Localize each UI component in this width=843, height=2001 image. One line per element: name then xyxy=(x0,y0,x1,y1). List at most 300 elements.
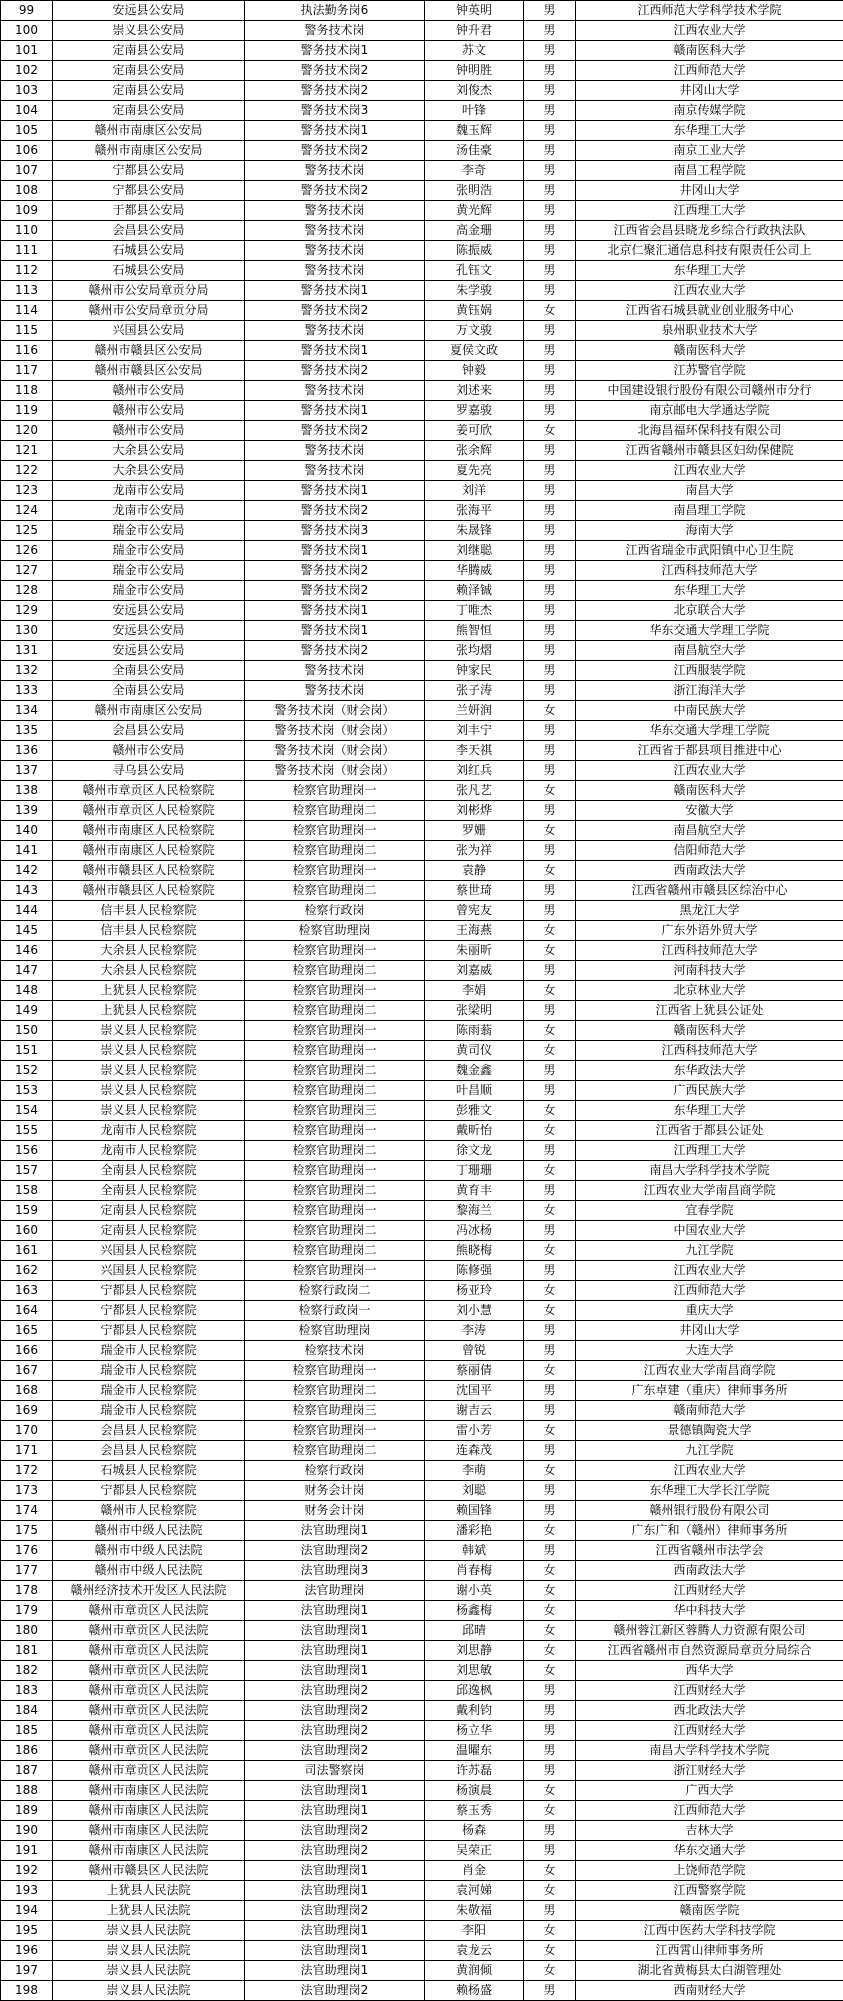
table-row xyxy=(1,321,843,341)
table-row xyxy=(1,1661,843,1681)
gender-cell: 男 xyxy=(524,601,576,621)
name-cell: 黄光辉 xyxy=(425,201,524,221)
position-cell: 检察官助理岗一 xyxy=(245,821,425,841)
position-cell: 检察官助理岗二 xyxy=(245,961,425,981)
gender-cell: 女 xyxy=(524,1101,576,1121)
gender-cell: 男 xyxy=(524,1141,576,1161)
table-row xyxy=(1,1481,843,1501)
position-cell: 警务技术岗2 xyxy=(245,81,425,101)
gender-cell: 男 xyxy=(524,1321,576,1341)
gender-cell: 男 xyxy=(524,1,576,21)
table-row xyxy=(1,261,843,281)
name-cell: 刘聪 xyxy=(425,1481,524,1501)
gender-cell: 女 xyxy=(524,1521,576,1541)
position-cell: 检察官助理岗二 xyxy=(245,1141,425,1161)
table-row xyxy=(1,1161,843,1181)
name-cell: 王海燕 xyxy=(425,921,524,941)
institution-cell: 江西师范大学科学技术学院 xyxy=(576,1,843,21)
row-number-cell: 172 xyxy=(1,1461,53,1481)
gender-cell: 男 xyxy=(524,641,576,661)
unit-cell: 赣州市公安局 xyxy=(53,381,245,401)
name-cell: 叶锋 xyxy=(425,101,524,121)
name-cell: 钟明胜 xyxy=(425,61,524,81)
unit-cell: 瑞金市公安局 xyxy=(53,581,245,601)
institution-cell: 江西省瑞金市武阳镇中心卫生院 xyxy=(576,541,843,561)
row-number-cell: 193 xyxy=(1,1881,53,1901)
unit-cell: 赣州市章贡区人民法院 xyxy=(53,1661,245,1681)
table-row xyxy=(1,901,843,921)
name-cell: 彭雅文 xyxy=(425,1101,524,1121)
position-cell: 警务技术岗 xyxy=(245,161,425,181)
name-cell: 魏金鑫 xyxy=(425,1061,524,1081)
name-cell: 朱敬福 xyxy=(425,1901,524,1921)
row-number-cell: 192 xyxy=(1,1861,53,1881)
table-row xyxy=(1,21,843,41)
unit-cell: 赣州市章贡区人民法院 xyxy=(53,1621,245,1641)
name-cell: 钟家民 xyxy=(425,661,524,681)
row-number-cell: 153 xyxy=(1,1081,53,1101)
position-cell: 警务技术岗 xyxy=(245,461,425,481)
gender-cell: 男 xyxy=(524,621,576,641)
table-row xyxy=(1,481,843,501)
institution-cell: 井冈山大学 xyxy=(576,81,843,101)
row-number-cell: 151 xyxy=(1,1041,53,1061)
institution-cell: 中南民族大学 xyxy=(576,701,843,721)
institution-cell: 东华理工大学 xyxy=(576,581,843,601)
name-cell: 刘彬烨 xyxy=(425,801,524,821)
institution-cell: 江西省于都县项目推进中心 xyxy=(576,741,843,761)
position-cell: 警务技术岗 xyxy=(245,261,425,281)
unit-cell: 赣州市南康区公安局 xyxy=(53,701,245,721)
unit-cell: 崇义县人民检察院 xyxy=(53,1021,245,1041)
row-number-cell: 173 xyxy=(1,1481,53,1501)
gender-cell: 男 xyxy=(524,81,576,101)
unit-cell: 赣州市章贡区人民法院 xyxy=(53,1761,245,1781)
row-number-cell: 183 xyxy=(1,1681,53,1701)
table-row xyxy=(1,1621,843,1641)
gender-cell: 男 xyxy=(524,1841,576,1861)
row-number-cell: 128 xyxy=(1,581,53,601)
position-cell: 检察官助理岗二 xyxy=(245,1081,425,1101)
institution-cell: 江西霄山律师事务所 xyxy=(576,1941,843,1961)
row-number-cell: 142 xyxy=(1,861,53,881)
unit-cell: 崇义县人民法院 xyxy=(53,1921,245,1941)
row-number-cell: 116 xyxy=(1,341,53,361)
row-number-cell: 111 xyxy=(1,241,53,261)
institution-cell: 南京工业大学 xyxy=(576,141,843,161)
unit-cell: 大余县人民检察院 xyxy=(53,941,245,961)
institution-cell: 江西省赣州市赣县区妇幼保健院 xyxy=(576,441,843,461)
institution-cell: 赣南医科大学 xyxy=(576,341,843,361)
table-row xyxy=(1,721,843,741)
gender-cell: 男 xyxy=(524,1001,576,1021)
position-cell: 执法勤务岗6 xyxy=(245,1,425,21)
unit-cell: 龙南市人民检察院 xyxy=(53,1141,245,1161)
table-row xyxy=(1,141,843,161)
unit-cell: 大余县人民检察院 xyxy=(53,961,245,981)
institution-cell: 北京仁聚汇通信息科技有限责任公司上 xyxy=(576,241,843,261)
table-row xyxy=(1,441,843,461)
unit-cell: 信丰县人民检察院 xyxy=(53,901,245,921)
row-number-cell: 106 xyxy=(1,141,53,161)
name-cell: 肖金 xyxy=(425,1861,524,1881)
unit-cell: 赣州经济技术开发区人民法院 xyxy=(53,1581,245,1601)
gender-cell: 男 xyxy=(524,581,576,601)
table-row xyxy=(1,101,843,121)
gender-cell: 男 xyxy=(524,561,576,581)
gender-cell: 女 xyxy=(524,941,576,961)
table-row xyxy=(1,1341,843,1361)
name-cell: 蔡玉秀 xyxy=(425,1801,524,1821)
unit-cell: 大余县公安局 xyxy=(53,461,245,481)
unit-cell: 会昌县人民检察院 xyxy=(53,1441,245,1461)
institution-cell: 中国建设银行股份有限公司赣州市分行 xyxy=(576,381,843,401)
unit-cell: 宁都县人民检察院 xyxy=(53,1281,245,1301)
unit-cell: 会昌县公安局 xyxy=(53,221,245,241)
institution-cell: 江西农业大学南昌商学院 xyxy=(576,1181,843,1201)
position-cell: 警务技术岗1 xyxy=(245,281,425,301)
unit-cell: 赣州市章贡区人民法院 xyxy=(53,1601,245,1621)
institution-cell: 江西农业大学 xyxy=(576,761,843,781)
table-row xyxy=(1,1501,843,1521)
unit-cell: 定南县公安局 xyxy=(53,41,245,61)
position-cell: 检察官助理岗二 xyxy=(245,1181,425,1201)
table-row xyxy=(1,601,843,621)
position-cell: 法官助理岗1 xyxy=(245,1641,425,1661)
unit-cell: 宁都县人民检察院 xyxy=(53,1481,245,1501)
name-cell: 姜可欣 xyxy=(425,421,524,441)
institution-cell: 海南大学 xyxy=(576,521,843,541)
unit-cell: 赣州市章贡区人民法院 xyxy=(53,1721,245,1741)
row-number-cell: 157 xyxy=(1,1161,53,1181)
name-cell: 李娟 xyxy=(425,981,524,1001)
gender-cell: 男 xyxy=(524,1341,576,1361)
gender-cell: 男 xyxy=(524,21,576,41)
table-row xyxy=(1,61,843,81)
position-cell: 检察官助理岗 xyxy=(245,1321,425,1341)
name-cell: 张明浩 xyxy=(425,181,524,201)
position-cell: 警务技术岗2 xyxy=(245,301,425,321)
table-row xyxy=(1,421,843,441)
unit-cell: 龙南市公安局 xyxy=(53,501,245,521)
institution-cell: 南昌航空大学 xyxy=(576,821,843,841)
unit-cell: 于都县公安局 xyxy=(53,201,245,221)
unit-cell: 赣州市章贡区人民检察院 xyxy=(53,781,245,801)
position-cell: 检察官助理岗一 xyxy=(245,941,425,961)
gender-cell: 男 xyxy=(524,221,576,241)
name-cell: 蔡世琦 xyxy=(425,881,524,901)
name-cell: 熊晓梅 xyxy=(425,1241,524,1261)
name-cell: 潘彩艳 xyxy=(425,1521,524,1541)
name-cell: 朱晟锋 xyxy=(425,521,524,541)
unit-cell: 瑞金市公安局 xyxy=(53,521,245,541)
row-number-cell: 179 xyxy=(1,1601,53,1621)
institution-cell: 西南政法大学 xyxy=(576,861,843,881)
name-cell: 张余辉 xyxy=(425,441,524,461)
table-row xyxy=(1,661,843,681)
row-number-cell: 190 xyxy=(1,1821,53,1841)
position-cell: 警务技术岗2 xyxy=(245,641,425,661)
position-cell: 法官助理岗2 xyxy=(245,1541,425,1561)
name-cell: 张子涛 xyxy=(425,681,524,701)
unit-cell: 赣州市南康区公安局 xyxy=(53,121,245,141)
name-cell: 陈修强 xyxy=(425,1261,524,1281)
row-number-cell: 124 xyxy=(1,501,53,521)
table-row xyxy=(1,221,843,241)
unit-cell: 安远县公安局 xyxy=(53,641,245,661)
unit-cell: 赣州市中级人民法院 xyxy=(53,1561,245,1581)
table-row xyxy=(1,161,843,181)
name-cell: 钟英明 xyxy=(425,1,524,21)
table-row xyxy=(1,1561,843,1581)
gender-cell: 男 xyxy=(524,901,576,921)
unit-cell: 赣州市赣县区人民法院 xyxy=(53,1861,245,1881)
institution-cell: 浙江财经大学 xyxy=(576,1761,843,1781)
position-cell: 检察官助理岗一 xyxy=(245,1261,425,1281)
row-number-cell: 112 xyxy=(1,261,53,281)
gender-cell: 男 xyxy=(524,1381,576,1401)
position-cell: 法官助理岗1 xyxy=(245,1661,425,1681)
position-cell: 警务技术岗2 xyxy=(245,141,425,161)
institution-cell: 河南科技大学 xyxy=(576,961,843,981)
row-number-cell: 156 xyxy=(1,1141,53,1161)
gender-cell: 男 xyxy=(524,1261,576,1281)
table-row xyxy=(1,341,843,361)
row-number-cell: 99 xyxy=(1,1,53,21)
row-number-cell: 167 xyxy=(1,1361,53,1381)
table-row xyxy=(1,1181,843,1201)
name-cell: 谢小英 xyxy=(425,1581,524,1601)
name-cell: 李奇 xyxy=(425,161,524,181)
unit-cell: 安远县公安局 xyxy=(53,1,245,21)
table-row xyxy=(1,1721,843,1741)
name-cell: 孔钰文 xyxy=(425,261,524,281)
unit-cell: 崇义县人民法院 xyxy=(53,1961,245,1981)
row-number-cell: 100 xyxy=(1,21,53,41)
institution-cell: 华东交通大学理工学院 xyxy=(576,621,843,641)
institution-cell: 南昌工程学院 xyxy=(576,161,843,181)
unit-cell: 瑞金市公安局 xyxy=(53,561,245,581)
position-cell: 法官助理岗2 xyxy=(245,1681,425,1701)
unit-cell: 龙南市人民检察院 xyxy=(53,1121,245,1141)
table-row xyxy=(1,781,843,801)
position-cell: 检察官助理岗二 xyxy=(245,1441,425,1461)
row-number-cell: 127 xyxy=(1,561,53,581)
institution-cell: 广西大学 xyxy=(576,1781,843,1801)
name-cell: 戴利钧 xyxy=(425,1701,524,1721)
unit-cell: 宁都县人民检察院 xyxy=(53,1301,245,1321)
row-number-cell: 171 xyxy=(1,1441,53,1461)
gender-cell: 女 xyxy=(524,301,576,321)
row-number-cell: 194 xyxy=(1,1901,53,1921)
unit-cell: 大余县公安局 xyxy=(53,441,245,461)
institution-cell: 江西省上犹县公证处 xyxy=(576,1001,843,1021)
institution-cell: 吉林大学 xyxy=(576,1821,843,1841)
institution-cell: 赣南师范大学 xyxy=(576,1401,843,1421)
gender-cell: 女 xyxy=(524,1801,576,1821)
row-number-cell: 145 xyxy=(1,921,53,941)
institution-cell: 江西农业大学 xyxy=(576,281,843,301)
position-cell: 法官助理岗1 xyxy=(245,1521,425,1541)
gender-cell: 女 xyxy=(524,1461,576,1481)
table-row xyxy=(1,301,843,321)
unit-cell: 赣州市南康区人民法院 xyxy=(53,1801,245,1821)
table-row xyxy=(1,1921,843,1941)
table-row xyxy=(1,1121,843,1141)
row-number-cell: 152 xyxy=(1,1061,53,1081)
name-cell: 温曜东 xyxy=(425,1741,524,1761)
table-row xyxy=(1,1381,843,1401)
gender-cell: 男 xyxy=(524,181,576,201)
position-cell: 检察官助理岗一 xyxy=(245,1201,425,1221)
row-number-cell: 163 xyxy=(1,1281,53,1301)
gender-cell: 男 xyxy=(524,1481,576,1501)
table-row xyxy=(1,961,843,981)
row-number-cell: 121 xyxy=(1,441,53,461)
position-cell: 警务技术岗1 xyxy=(245,541,425,561)
position-cell: 法官助理岗1 xyxy=(245,1621,425,1641)
unit-cell: 兴国县人民检察院 xyxy=(53,1261,245,1281)
gender-cell: 女 xyxy=(524,1861,576,1881)
gender-cell: 男 xyxy=(524,1061,576,1081)
position-cell: 法官助理岗3 xyxy=(245,1561,425,1581)
position-cell: 警务技术岗1 xyxy=(245,121,425,141)
position-cell: 司法警察岗 xyxy=(245,1761,425,1781)
position-cell: 警务技术岗 xyxy=(245,661,425,681)
name-cell: 黄育丰 xyxy=(425,1181,524,1201)
row-number-cell: 140 xyxy=(1,821,53,841)
institution-cell: 西华大学 xyxy=(576,1661,843,1681)
position-cell: 法官助理岗2 xyxy=(245,1821,425,1841)
institution-cell: 大连大学 xyxy=(576,1341,843,1361)
table-row xyxy=(1,401,843,421)
institution-cell: 九江学院 xyxy=(576,1241,843,1261)
gender-cell: 女 xyxy=(524,1561,576,1581)
institution-cell: 南昌大学 xyxy=(576,481,843,501)
gender-cell: 男 xyxy=(524,881,576,901)
table-row xyxy=(1,1281,843,1301)
name-cell: 许苏磊 xyxy=(425,1761,524,1781)
unit-cell: 会昌县人民检察院 xyxy=(53,1421,245,1441)
row-number-cell: 125 xyxy=(1,521,53,541)
position-cell: 检察官助理岗三 xyxy=(245,1101,425,1121)
table-row xyxy=(1,741,843,761)
position-cell: 检察官助理岗一 xyxy=(245,781,425,801)
institution-cell: 江西师范大学 xyxy=(576,1801,843,1821)
position-cell: 检察技术岗 xyxy=(245,1341,425,1361)
gender-cell: 女 xyxy=(524,1781,576,1801)
name-cell: 兰妍润 xyxy=(425,701,524,721)
position-cell: 警务技术岗2 xyxy=(245,561,425,581)
name-cell: 陈振威 xyxy=(425,241,524,261)
unit-cell: 赣州市中级人民法院 xyxy=(53,1541,245,1561)
unit-cell: 崇义县人民检察院 xyxy=(53,1061,245,1081)
table-row xyxy=(1,1761,843,1781)
institution-cell: 江西农业大学 xyxy=(576,21,843,41)
institution-cell: 上饶师范学院 xyxy=(576,1861,843,1881)
row-number-cell: 158 xyxy=(1,1181,53,1201)
position-cell: 法官助理岗2 xyxy=(245,1721,425,1741)
table-row xyxy=(1,801,843,821)
name-cell: 曾锐 xyxy=(425,1341,524,1361)
name-cell: 邱晴 xyxy=(425,1621,524,1641)
name-cell: 袁河娣 xyxy=(425,1881,524,1901)
institution-cell: 赣南医学院 xyxy=(576,1901,843,1921)
unit-cell: 赣州市公安局 xyxy=(53,401,245,421)
gender-cell: 男 xyxy=(524,521,576,541)
institution-cell: 南京传媒学院 xyxy=(576,101,843,121)
institution-cell: 井冈山大学 xyxy=(576,181,843,201)
name-cell: 李涛 xyxy=(425,1321,524,1341)
unit-cell: 赣州市章贡区人民法院 xyxy=(53,1641,245,1661)
institution-cell: 九江学院 xyxy=(576,1441,843,1461)
gender-cell: 男 xyxy=(524,481,576,501)
name-cell: 曾宪友 xyxy=(425,901,524,921)
row-number-cell: 166 xyxy=(1,1341,53,1361)
institution-cell: 江西理工大学 xyxy=(576,1141,843,1161)
position-cell: 财务会计岗 xyxy=(245,1481,425,1501)
row-number-cell: 129 xyxy=(1,601,53,621)
table-row xyxy=(1,1201,843,1221)
table-row xyxy=(1,1421,843,1441)
name-cell: 赖杨盛 xyxy=(425,1981,524,2001)
position-cell: 检察官助理岗一 xyxy=(245,1421,425,1441)
table-row xyxy=(1,881,843,901)
unit-cell: 全南县人民检察院 xyxy=(53,1181,245,1201)
gender-cell: 男 xyxy=(524,1761,576,1781)
position-cell: 警务技术岗2 xyxy=(245,581,425,601)
gender-cell: 男 xyxy=(524,1401,576,1421)
gender-cell: 女 xyxy=(524,1121,576,1141)
institution-cell: 东华理工大学 xyxy=(576,121,843,141)
gender-cell: 女 xyxy=(524,861,576,881)
unit-cell: 赣州市公安局 xyxy=(53,421,245,441)
gender-cell: 女 xyxy=(524,1601,576,1621)
position-cell: 法官助理岗1 xyxy=(245,1861,425,1881)
unit-cell: 兴国县公安局 xyxy=(53,321,245,341)
position-cell: 法官助理岗1 xyxy=(245,1921,425,1941)
institution-cell: 赣州蓉江新区蓉腾人力资源有限公司 xyxy=(576,1621,843,1641)
unit-cell: 崇义县人民检察院 xyxy=(53,1101,245,1121)
position-cell: 警务技术岗（财会岗） xyxy=(245,761,425,781)
row-number-cell: 126 xyxy=(1,541,53,561)
institution-cell: 江西省赣州市自然资源局章贡分局综合 xyxy=(576,1641,843,1661)
institution-cell: 西南财经大学 xyxy=(576,1981,843,2001)
unit-cell: 赣州市公安局 xyxy=(53,741,245,761)
gender-cell: 男 xyxy=(524,61,576,81)
position-cell: 检察官助理岗三 xyxy=(245,1401,425,1421)
row-number-cell: 114 xyxy=(1,301,53,321)
unit-cell: 上犹县人民法院 xyxy=(53,1881,245,1901)
name-cell: 黄钰娲 xyxy=(425,301,524,321)
table-row xyxy=(1,1441,843,1461)
name-cell: 黎海兰 xyxy=(425,1201,524,1221)
name-cell: 夏先亮 xyxy=(425,461,524,481)
position-cell: 检察官助理岗一 xyxy=(245,981,425,1001)
table-row xyxy=(1,641,843,661)
table-row xyxy=(1,1941,843,1961)
row-number-cell: 196 xyxy=(1,1941,53,1961)
table-row xyxy=(1,501,843,521)
gender-cell: 女 xyxy=(524,421,576,441)
row-number-cell: 189 xyxy=(1,1801,53,1821)
gender-cell: 男 xyxy=(524,1221,576,1241)
gender-cell: 女 xyxy=(524,1241,576,1261)
gender-cell: 男 xyxy=(524,1901,576,1921)
unit-cell: 瑞金市人民检察院 xyxy=(53,1341,245,1361)
name-cell: 张为祥 xyxy=(425,841,524,861)
gender-cell: 男 xyxy=(524,281,576,301)
